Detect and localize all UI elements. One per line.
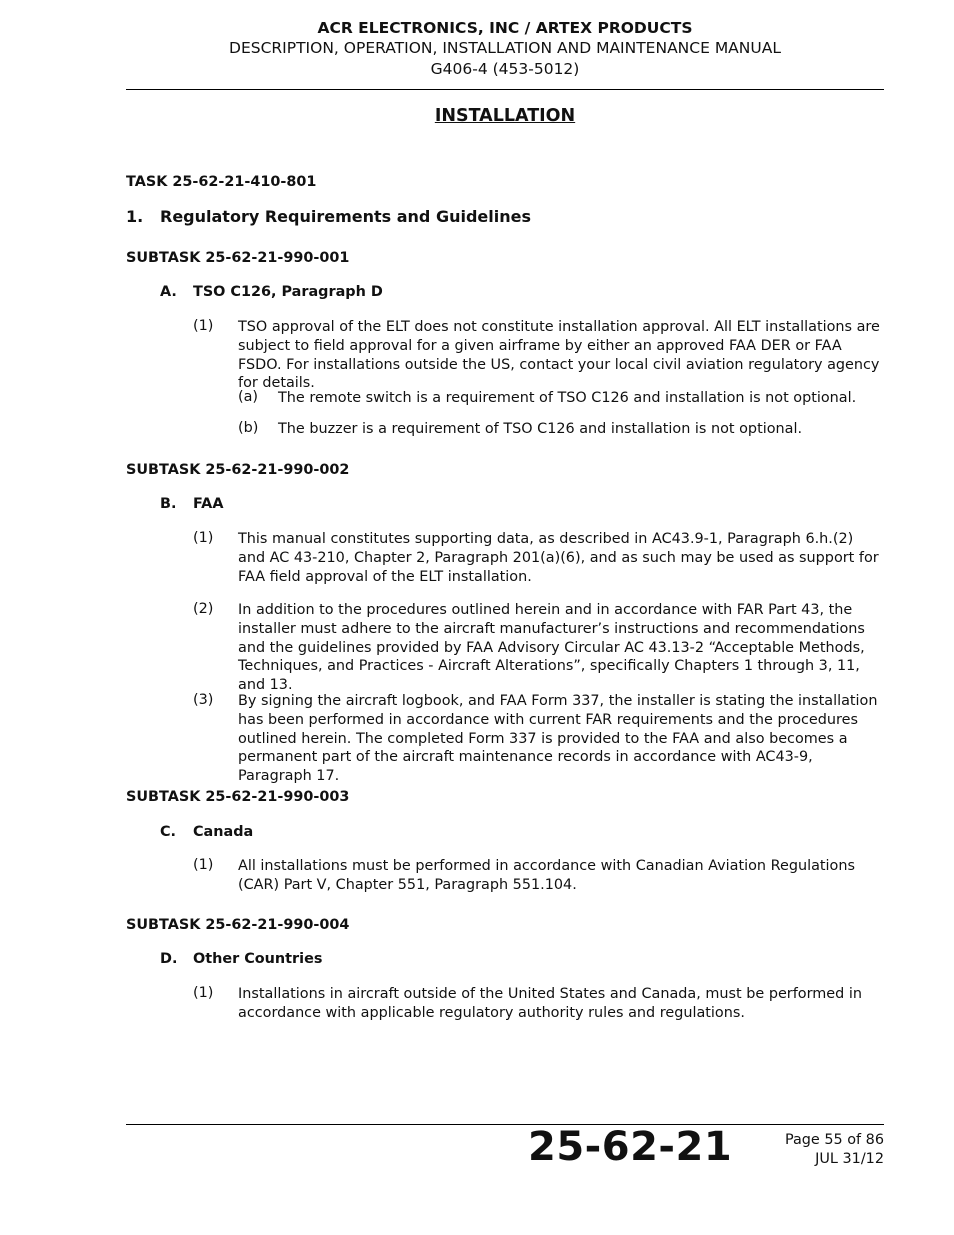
subsection-heading: FAA <box>193 496 224 512</box>
subtask-id: SUBTASK 25-62-21-990-002 <box>126 462 350 478</box>
item-text: All installations must be performed in accordance with Canadian Aviation Regulations (CAR) Part V, Chapter 551, Paragraph 551.104. <box>238 858 855 893</box>
subsection-letter: A. <box>160 284 177 300</box>
subtask-id: SUBTASK 25-62-21-990-003 <box>126 789 350 805</box>
subsection-heading: Canada <box>193 824 254 840</box>
item-text: Installations in aircraft outside of the United States and Canada, must be performed in accordance with applicable regulatory authority rules and regulations. <box>238 986 862 1021</box>
subitem-number: (b) <box>238 420 259 436</box>
item-number: (1) <box>193 857 214 873</box>
item-text: This manual constitutes supporting data, as described in AC43.9-1, Paragraph 6.h.(2) and AC 43-210, Chapter 2, Paragraph 201(a)(6), and as such may be used as support for FAA field approval of the ELT installation. <box>238 531 879 585</box>
item-text: By signing the aircraft logbook, and FAA Form 337, the installer is stating the installation has been performed in accordance with current FAR requirements and the procedures outlined herein. The completed Form 337 is provided to the FAA and also becomes a permanent part of the aircraft maintenance records in accordance with AC43-9, Paragraph 17. <box>238 693 878 785</box>
subitem-number: (a) <box>238 389 259 405</box>
item-text: In addition to the procedures outlined herein and in accordance with FAR Part 43, the installer must adhere to the aircraft manufacturer’s instructions and recommendations and the guidelines provided by FAA Advisory Circular AC 43.13-2 “Acceptable Methods, Techniques, and Practices - Aircraft Alterations”, specifically Chapters 1 through 3, 11, and 13. <box>238 602 865 694</box>
page-title: INSTALLATION <box>434 106 576 126</box>
item-number: (3) <box>193 692 214 708</box>
footer-chapter-code: 25-62-21 <box>528 1124 733 1170</box>
section-title: Regulatory Requirements and Guidelines <box>160 207 531 226</box>
item-number: (1) <box>193 530 214 546</box>
header-manual-title: DESCRIPTION, OPERATION, INSTALLATION AND MAINTENANCE MANUAL <box>229 39 781 57</box>
section-number: 1. <box>126 207 144 226</box>
subsection-heading: TSO C126, Paragraph D <box>193 284 383 300</box>
item-number: (2) <box>193 601 214 617</box>
subsection-letter: C. <box>160 824 177 840</box>
subitem-text: The remote switch is a requirement of TSO C126 and installation is not optional. <box>278 390 857 406</box>
subsection-letter: D. <box>160 951 178 967</box>
task-id: TASK 25-62-21-410-801 <box>126 174 317 190</box>
subitem-text: The buzzer is a requirement of TSO C126 and installation is not optional. <box>278 421 803 437</box>
item-number: (1) <box>193 985 214 1001</box>
subsection-heading: Other Countries <box>193 951 323 967</box>
footer-page-number: Page 55 of 86 <box>784 1132 884 1148</box>
item-text: TSO approval of the ELT does not constitute installation approval. All ELT installations are subject to field approval for a given airframe by either an approved FAA DER or FAA FSDO. For installations outside the US, contact your local civil aviation regulatory agency for details. <box>238 319 880 392</box>
footer-date: JUL 31/12 <box>815 1151 884 1167</box>
subsection-letter: B. <box>160 496 177 512</box>
footer-divider <box>126 1124 884 1125</box>
item-number: (1) <box>193 318 214 334</box>
header-model: G406-4 (453-5012) <box>430 60 580 78</box>
subtask-id: SUBTASK 25-62-21-990-001 <box>126 250 350 266</box>
header-divider <box>126 89 884 90</box>
header-company: ACR ELECTRONICS, INC / ARTEX PRODUCTS <box>317 19 693 37</box>
subtask-id: SUBTASK 25-62-21-990-004 <box>126 917 350 933</box>
